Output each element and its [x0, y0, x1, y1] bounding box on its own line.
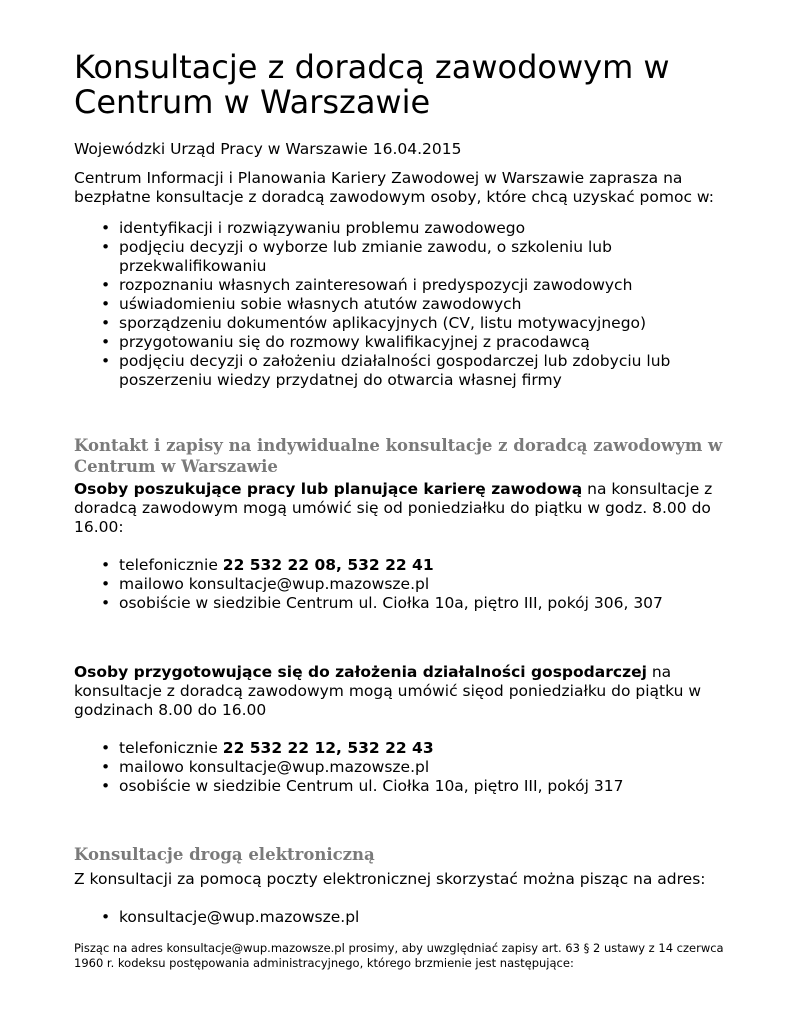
- group2-lead-rest: na konsultacje z doradcą zawodowym mogą umówić sięod poniedziałku do piątku w godzinach 8.00 do 16.00: [74, 663, 702, 719]
- email-item: • mailowo konsultacje@wup.mazowsze.pl: [119, 575, 734, 594]
- group1-lead-rest: na konsultacje z doradcą zawodowym mogą umówić się od poniedziałku do piątku w godz. 8.00 do 16.00:: [74, 480, 713, 536]
- intro-paragraph: Centrum Informacji i Planowania Kariery Zawodowej w Warszawie zaprasza na bezpłatne konsultacje z doradcą zawodowym osoby, które chcą uzyskać pomoc w:: [74, 169, 714, 206]
- group2-lead: [74, 663, 734, 720]
- phone-item: [119, 556, 734, 575]
- contact-heading: Kontakt i zapisy na indywidualne konsultacje z doradcą zawodowym w Centrum w Warszawie: [74, 436, 723, 476]
- phone-numbers: 22 532 22 08, 532 22 41: [222, 556, 434, 574]
- legal-note: Pisząc na adres konsultacje@wup.mazowsze.pl prosimy, aby uwzględniać zapisy art. 63 § 2 ustawy z 14 czerwca 1960 r. kodeksu postępowania administracyjnego, którego brzmienie jest następujące:: [74, 941, 724, 970]
- page-title: Konsultacje z doradcą zawodowym w Centrum w Warszawie: [74, 48, 670, 121]
- office-item: • osobiście w siedzibie Centrum ul. Ciołka 10a, piętro III, pokój 306, 307: [119, 594, 734, 613]
- group2-lead-bold: Osoby przygotowujące się do założenia działalności gospodarczej: [74, 663, 647, 681]
- list-item: • podjęciu decyzji o wyborze lub zmianie zawodu, o szkoleniu lub przekwalifikowaniu: [119, 238, 734, 276]
- electronic-email-list: [74, 908, 734, 927]
- list-item: • uświadomieniu sobie własnych atutów zawodowych: [119, 295, 734, 314]
- list-item: • sporządzeniu dokumentów aplikacyjnych (CV, listu motywacyjnego): [119, 314, 734, 333]
- publication-meta: Wojewódzki Urząd Pracy w Warszawie 16.04.2015: [74, 140, 462, 158]
- group1-lead-bold: Osoby poszukujące pracy lub planujące karierę zawodową: [74, 480, 583, 498]
- electronic-heading: Konsultacje drogą elektroniczną: [74, 845, 375, 864]
- document-page: [74, 50, 734, 971]
- help-list: [74, 219, 734, 390]
- group1-lead: [74, 480, 734, 537]
- group1-contact-list: [74, 556, 734, 613]
- phone-prefix: telefonicznie: [119, 739, 223, 757]
- list-item: • przygotowaniu się do rozmowy kwalifikacyjnej z pracodawcą: [119, 333, 734, 352]
- group2-contact-list: [74, 739, 734, 796]
- phone-item: [119, 739, 734, 758]
- office-item: • osobiście w siedzibie Centrum ul. Ciołka 10a, piętro III, pokój 317: [119, 777, 734, 796]
- email-item: • konsultacje@wup.mazowsze.pl: [119, 908, 734, 927]
- phone-prefix: telefonicznie: [119, 556, 223, 574]
- phone-numbers: 22 532 22 12, 532 22 43: [222, 739, 434, 757]
- email-item: • mailowo konsultacje@wup.mazowsze.pl: [119, 758, 734, 777]
- electronic-text: Z konsultacji za pomocą poczty elektronicznej skorzystać można pisząc na adres:: [74, 870, 706, 888]
- list-item: • podjęciu decyzji o założeniu działalności gospodarczej lub zdobyciu lub poszerzeniu wiedzy przydatnej do otwarcia własnej firmy: [119, 352, 734, 390]
- list-item: • rozpoznaniu własnych zainteresowań i predyspozycji zawodowych: [119, 276, 734, 295]
- list-item: • identyfikacji i rozwiązywaniu problemu zawodowego: [119, 219, 734, 238]
